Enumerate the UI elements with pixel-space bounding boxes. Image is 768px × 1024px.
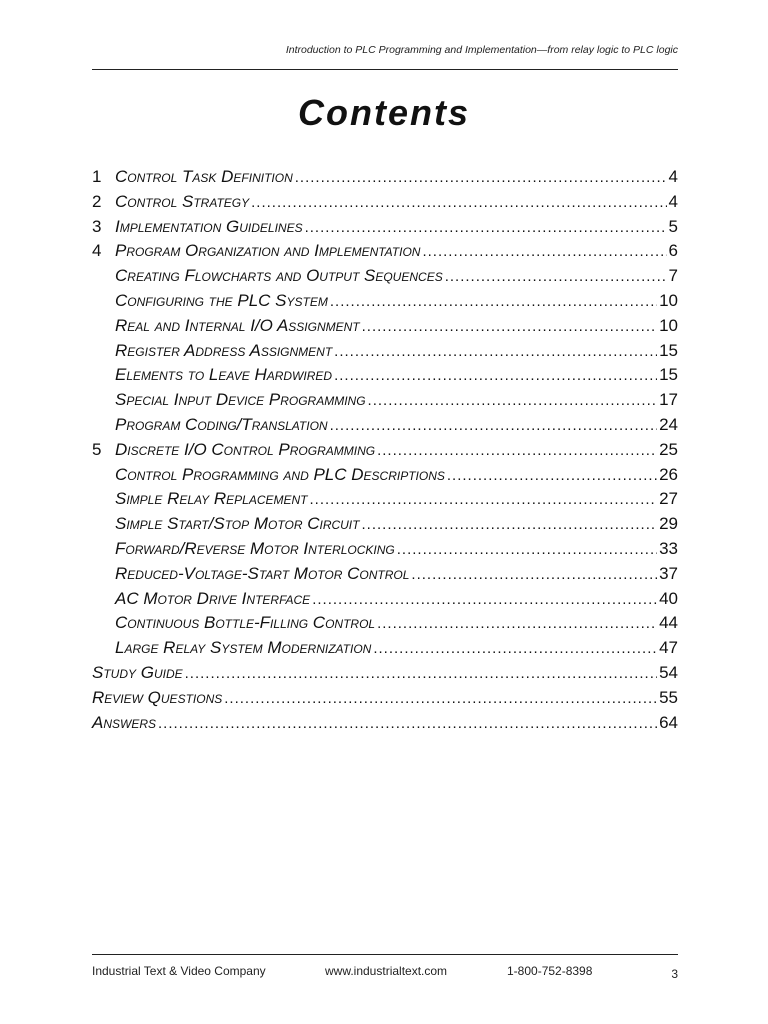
- toc-entry-title: Study Guide: [92, 662, 183, 682]
- toc-entry: [92, 487, 678, 512]
- toc-entry-page: 26: [659, 464, 678, 484]
- toc-entry-page: 10: [659, 315, 678, 335]
- toc-entry: [92, 339, 678, 364]
- toc-entry-page: 27: [659, 489, 678, 509]
- running-header: Introduction to PLC Programming and Implementation—from relay logic to PLC logic: [285, 44, 678, 56]
- toc-entry: [92, 636, 678, 661]
- table-of-contents: [92, 165, 678, 735]
- toc-entry-title: Real and Internal I/O Assignment: [115, 315, 360, 335]
- toc-entry-title: Control Task Definition: [115, 167, 293, 186]
- toc-entry: [92, 363, 678, 388]
- toc-dot-leader: [224, 687, 657, 711]
- toc-entry-title: Simple Relay Replacement: [115, 489, 308, 509]
- toc-dot-leader: [312, 588, 657, 612]
- toc-entry-number: 5: [92, 439, 102, 459]
- toc-entry-page: 55: [659, 687, 678, 707]
- toc-entry-page: 10: [659, 290, 678, 310]
- toc-entry-title: Register Address Assignment: [115, 340, 333, 360]
- toc-entry-title: Forward/Reverse Motor Interlocking: [115, 538, 395, 558]
- toc-dot-leader: [373, 637, 657, 661]
- toc-dot-leader: [330, 290, 657, 314]
- footer-divider: [92, 954, 678, 955]
- toc-entry-page: 6: [668, 241, 678, 261]
- toc-entry-title: Reduced-Voltage-Start Motor Control: [115, 563, 410, 583]
- toc-entry-page: 25: [659, 439, 678, 459]
- toc-entry-page: 15: [659, 365, 678, 385]
- toc-entry-page: 5: [668, 216, 678, 236]
- toc-dot-leader: [295, 166, 667, 190]
- toc-entry: [92, 388, 678, 413]
- toc-entry: [92, 438, 678, 463]
- toc-entry-page: 7: [668, 266, 678, 286]
- toc-dot-leader: [158, 712, 657, 736]
- page-title: Contents: [298, 92, 470, 133]
- toc-entry: [92, 314, 678, 339]
- toc-entry-title: Implementation Guidelines: [115, 216, 303, 236]
- toc-entry-title: Special Input Device Programming: [115, 390, 366, 410]
- toc-entry: [92, 711, 678, 736]
- toc-entry-page: 15: [659, 340, 678, 360]
- toc-entry-title: Control Programming and PLC Descriptions: [115, 464, 445, 484]
- toc-entry: [92, 413, 678, 438]
- toc-entry: [92, 562, 678, 587]
- toc-entry: [92, 215, 678, 240]
- toc-entry-page: 47: [659, 638, 678, 658]
- toc-dot-leader: [310, 488, 658, 512]
- toc-entry: [92, 587, 678, 612]
- toc-dot-leader: [397, 538, 657, 562]
- toc-entry: [92, 661, 678, 686]
- toc-entry-page: 44: [659, 613, 678, 633]
- page-footer: [92, 964, 678, 984]
- toc-entry-page: 40: [659, 588, 678, 608]
- toc-dot-leader: [445, 265, 667, 289]
- toc-entry-title: Answers: [92, 712, 157, 732]
- toc-dot-leader: [334, 364, 657, 388]
- toc-entry-page: 4: [668, 167, 678, 186]
- toc-dot-leader: [447, 464, 657, 488]
- toc-dot-leader: [422, 240, 666, 264]
- toc-entry-title: Control Strategy: [115, 191, 250, 211]
- toc-entry-page: 37: [659, 563, 678, 583]
- toc-entry-title: Elements to Leave Hardwired: [115, 365, 333, 385]
- header-divider: [92, 69, 678, 70]
- toc-dot-leader: [334, 340, 657, 364]
- toc-dot-leader: [411, 563, 657, 587]
- toc-dot-leader: [185, 662, 657, 686]
- footer-company: Industrial Text & Video Company: [92, 964, 266, 978]
- toc-entry-title: AC Motor Drive Interface: [115, 588, 311, 608]
- toc-entry-page: 29: [659, 514, 678, 534]
- toc-entry: [92, 190, 678, 215]
- toc-entry-title: Program Organization and Implementation: [115, 241, 421, 261]
- toc-entry: [92, 537, 678, 562]
- toc-entry-title: Creating Flowcharts and Output Sequences: [115, 266, 443, 286]
- toc-entry-page: 54: [659, 662, 678, 682]
- toc-entry-number: 3: [92, 216, 102, 236]
- page-number: 3: [671, 967, 678, 981]
- footer-phone: 1-800-752-8398: [507, 964, 593, 978]
- toc-entry: [92, 239, 678, 264]
- toc-entry-title: Large Relay System Modernization: [115, 638, 372, 658]
- toc-entry-title: Continuous Bottle-Filling Control: [115, 613, 376, 633]
- toc-entry: [92, 512, 678, 537]
- toc-entry-page: 64: [659, 712, 678, 732]
- toc-dot-leader: [361, 513, 657, 537]
- toc-entry: [92, 463, 678, 488]
- toc-entry: [92, 686, 678, 711]
- toc-dot-leader: [377, 612, 657, 636]
- toc-dot-leader: [330, 414, 658, 438]
- toc-entry: [92, 165, 678, 190]
- toc-entry-number: 4: [92, 241, 102, 261]
- toc-entry-page: 33: [659, 538, 678, 558]
- toc-dot-leader: [368, 389, 658, 413]
- toc-dot-leader: [377, 439, 657, 463]
- toc-entry: [92, 611, 678, 636]
- toc-dot-leader: [305, 216, 667, 240]
- toc-entry-page: 24: [659, 414, 678, 434]
- toc-entry: [92, 264, 678, 289]
- toc-entry-number: 1: [92, 167, 102, 186]
- toc-entry: [92, 289, 678, 314]
- toc-entry-title: Configuring the PLC System: [115, 290, 328, 310]
- toc-entry-title: Program Coding/Translation: [115, 414, 328, 434]
- toc-dot-leader: [362, 315, 657, 339]
- toc-entry-title: Discrete I/O Control Programming: [115, 439, 376, 459]
- toc-entry-number: 2: [92, 191, 102, 211]
- toc-entry-title: Simple Start/Stop Motor Circuit: [115, 514, 360, 534]
- toc-entry-page: 4: [668, 191, 678, 211]
- toc-entry-title: Review Questions: [92, 687, 223, 707]
- toc-entry-page: 17: [659, 390, 678, 410]
- footer-website: www.industrialtext.com: [325, 964, 448, 978]
- toc-dot-leader: [251, 191, 666, 215]
